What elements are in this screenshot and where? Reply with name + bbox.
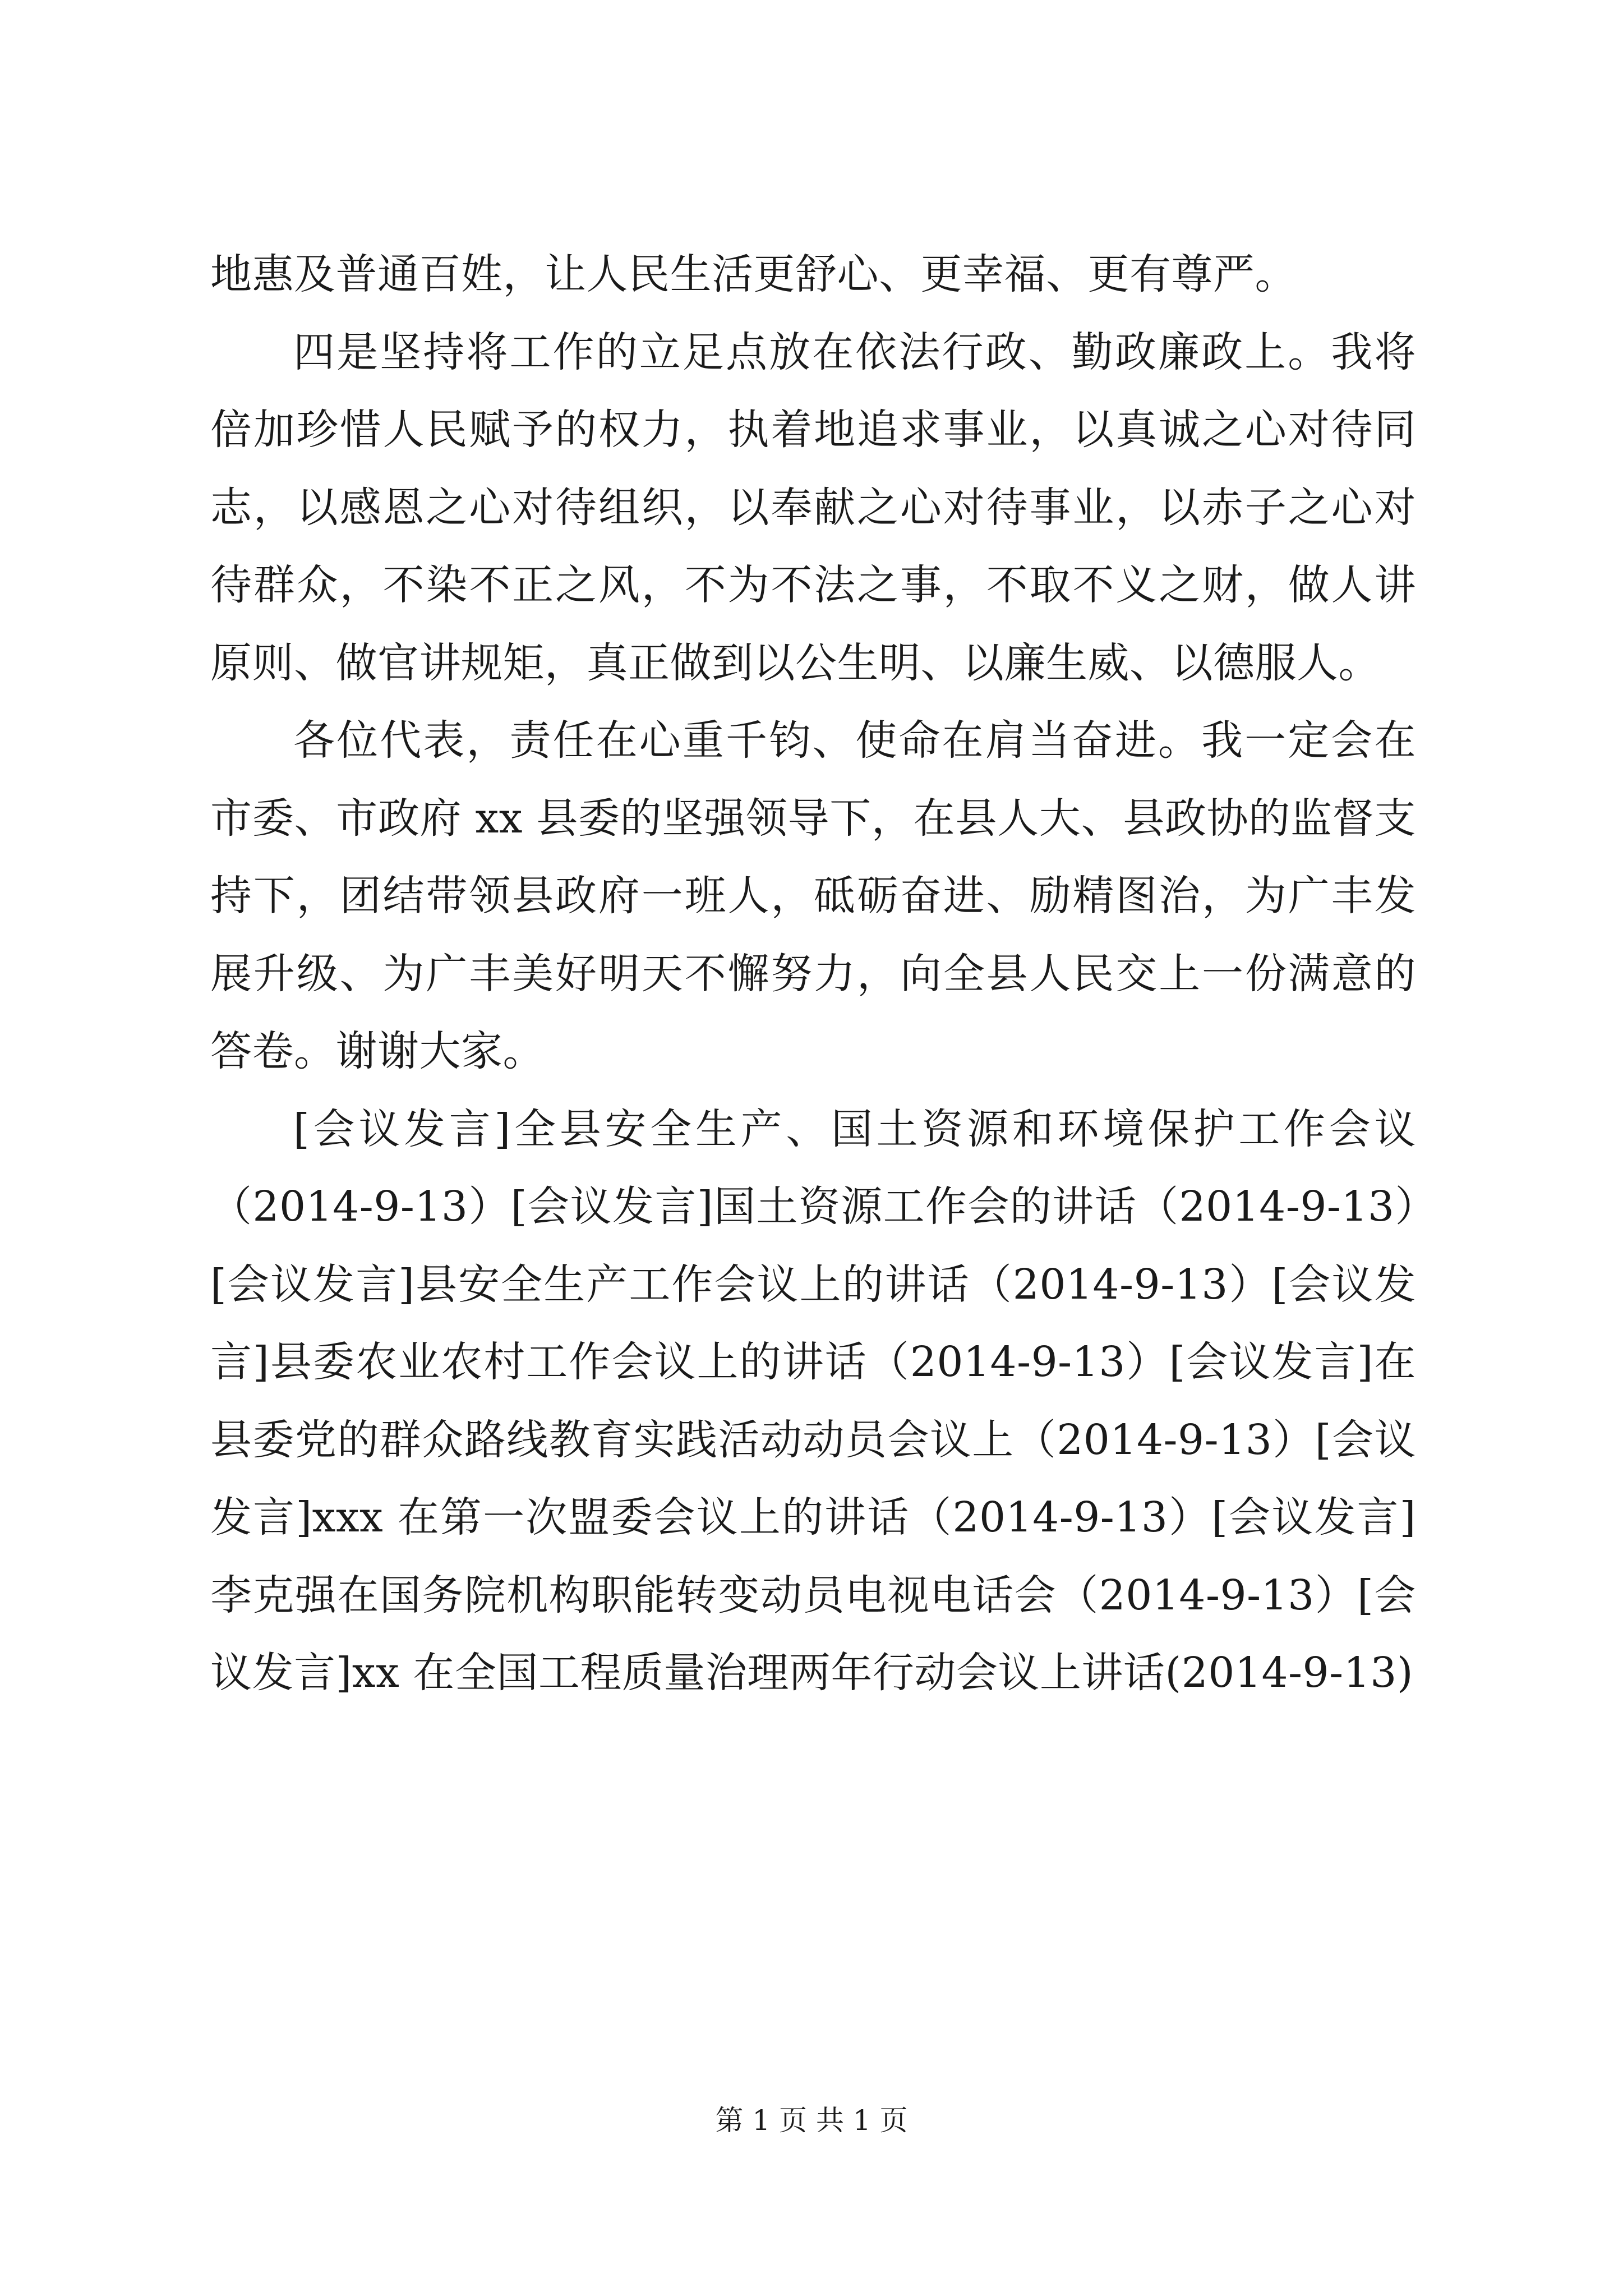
paragraph-point-four: 四是坚持将工作的立足点放在依法行政、勤政廉政上。我将倍加珍惜人民赋予的权力，执着地追求事业，以真诚之心对待同志，以感恩之心对待组织，以奉献之心对待事业，以赤子之心对待群众，不染不正之风，不为不法之事，不取不义之财，做人讲原则、做官讲规矩，真正做到以公生明、以廉生威、以德服人。 — [210, 328, 1416, 687]
paragraph-closing: 各位代表，责任在心重千钧、使命在肩当奋进。我一定会在市委、市政府 xx 县委的坚强领导下，在县人大、县政协的监督支持下，团结带领县政府一班人，砥砺奋进、励精图治，为广丰发展升级、为广丰美好明天不懈努力，向全县人民交上一份满意的答卷。谢谢大家。 — [210, 716, 1416, 1075]
page-number-footer: 第 1 页 共 1 页 — [715, 2104, 908, 2137]
paragraph-related-links: [会议发言]全县安全生产、国土资源和环境保护工作会议（2014-9-13）[会议发言]国土资源工作会的讲话（2014-9-13）[会议发言]县安全生产工作会议上的讲话（2014-9-13）[会议发言]县委农业农村工作会议上的讲话（2014-9-13）[会议发言]在县委党的群众路线教育实践活动动员会议上（2014-9-13）[会议发言]xxx 在第一次盟委会议上的讲话（2014-9-13）[会议发言]李克强在国务院机构职能转变动员电视电话会（2014-9-13）[会议发言]xx 在全国工程质量治理两年行动会议上讲话(2014-9-13) — [210, 1105, 1416, 1697]
paragraph-continuation: 地惠及普通百姓，让人民生活更舒心、更幸福、更有尊严。 — [210, 250, 1297, 298]
document-body — [210, 236, 1416, 1712]
